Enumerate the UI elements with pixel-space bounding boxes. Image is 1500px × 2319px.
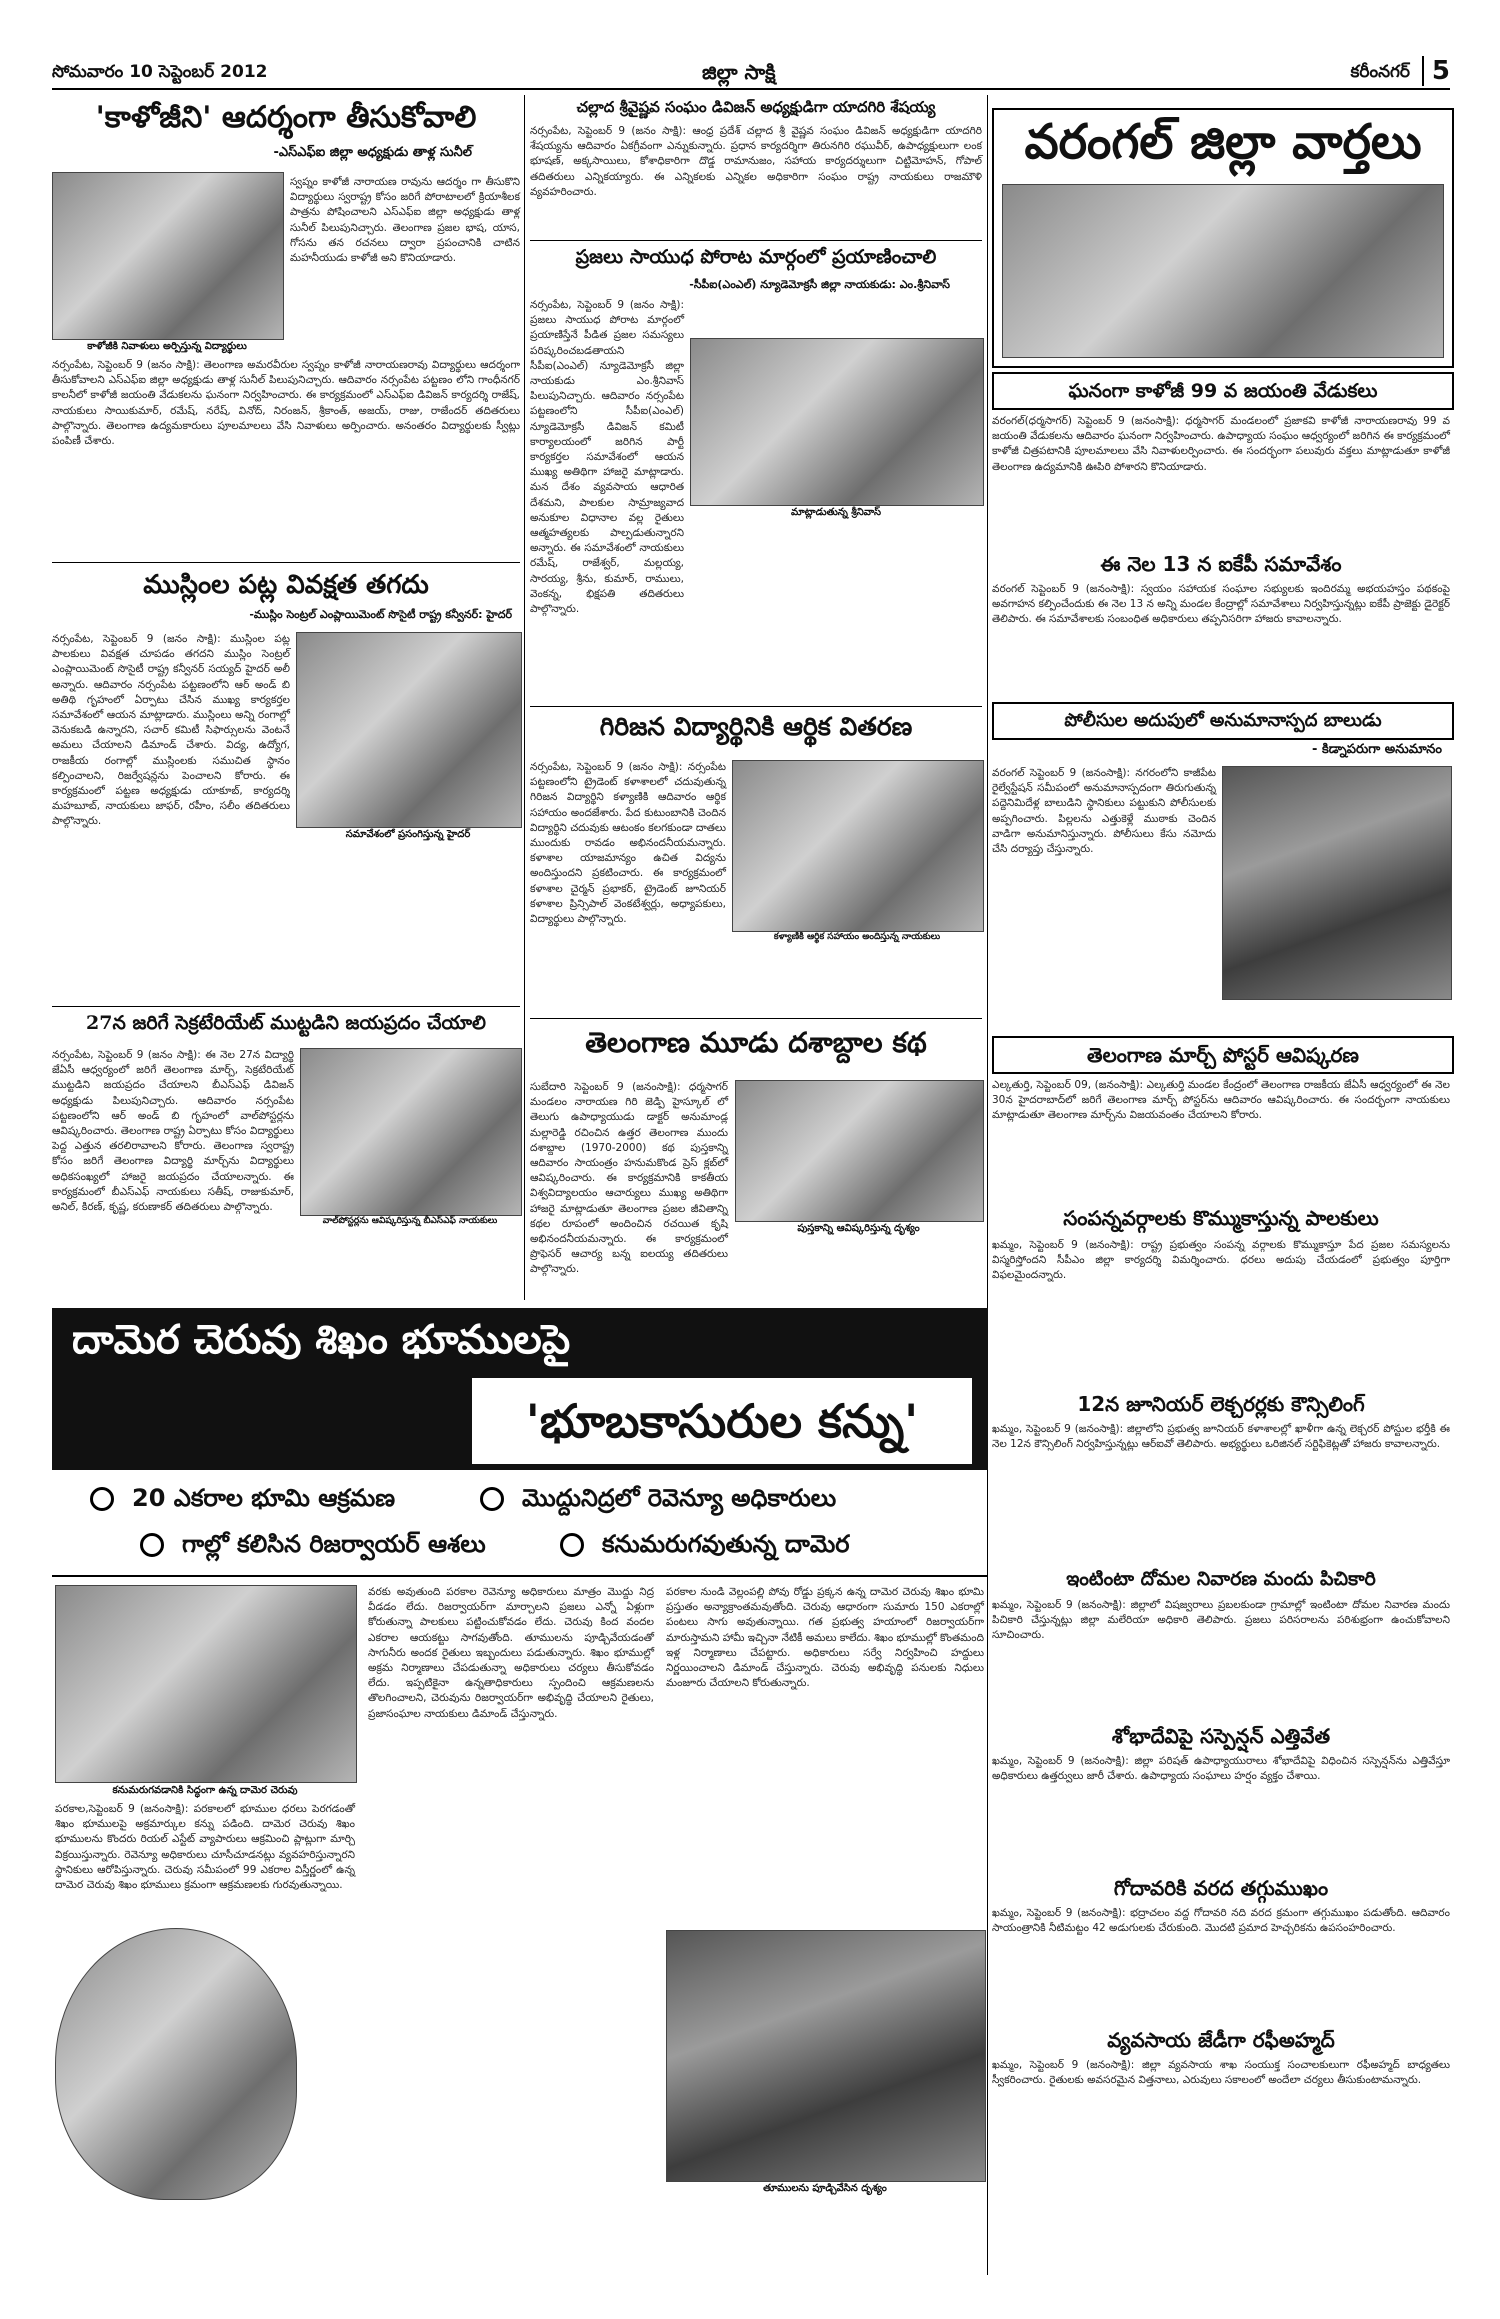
section-title-warangal: వరంగల్ జిల్లా వార్తలు (1024, 114, 1422, 170)
article-agri-jd: ఖమ్మం, సెప్టెంబర్ 9 (జనంసాక్షి): జిల్లా వ్యవసాయ శాఖ సంయుక్త సంచాలకులుగా రఫీఅహ్మద్ బాధ్యతలు స్వీకరించారు. రైతులకు అవసరమైన విత్తనాలు, ఎరువులు సకాలంలో అందేలా చర్యలు తీసుకుంటామన్నారు. (992, 2059, 1450, 2087)
feature-bullet: గాల్లో కలిసిన రిజర్వాయర్ ఆశలు (140, 1530, 486, 1564)
feature-title-line2: 'భూబకాసురుల కన్ను' (472, 1378, 972, 1464)
article-telangana-story: సుబేదారి సెప్టెంబర్ 9 (జనంసాక్షి): ధర్మసాగర్ మండలం నారాయణ గిరి జెడ్పి హైస్కూల్ లో తెలుగు ఉపాధ్యాయుడు డాక్టర్ అనుమాండ్ల మల్లారెడ్డి రచించిన ఉత్తర తెలంగాణ ముందు దశాబ్దాల (1970-2000) కథ పుస్తకాన్ని ఆదివారం సాయంత్రం హనుమకొండ ప్రెస్ క్లబ్‌లో ఆవిష్కరించారు. ఈ కార్యక్రమానికి కాకతీయ విశ్వవిద్యాలయం ఆచార్యులు ముఖ్య అతిథిగా హాజరై మాట్లాడుతూ తెలంగాణ ప్రజల జీవితాన్ని కథల రూపంలో అందించిన రచయిత కృషి అభినందనీయమన్నారు. ఈ కార్యక్రమంలో ప్రొఫెసర్ ఆచార్య బన్న ఐలయ్య తదితరులు పాల్గొన్నారు. (530, 1081, 728, 1276)
divider (530, 706, 982, 707)
photo-meeting (296, 632, 522, 828)
article-suspicious-boy: వరంగల్ సెప్టెంబర్ 9 (జనంసాక్షి): నగరంలోని కాజీపేట రైల్వేస్టేషన్ సమీపంలో అనుమానాస్పదంగా తిరుగుతున్న పద్దెనిమిదేళ్ల బాలుడిని స్థానికులు పట్టుకుని పోలీసులకు అప్పగించారు. పిల్లలను ఎత్తుకెళ్లే ముఠాకు చెందిన వాడిగా అనుమానిస్తున్నారు. పోలీసులు కేసు నమోదు చేసి దర్యాప్తు చేస్తున్నారు. (992, 767, 1216, 856)
photo-tank-bed (55, 1585, 357, 1783)
subhead-armed-struggle: -సీపీఐ(ఎంఎల్) న్యూడెమోక్రసీ జిల్లా నాయకుడు: ఎం.శ్రీనివాస్ (689, 278, 950, 291)
article-damera-col2: వరకు అవుతుంది పరకాల రెవెన్యూ అధికారులు మాత్రం మొద్దు నిద్ర వీడడం లేదు. రిజర్వాయర్‌గా మార్చాలని ప్రజలు ఎన్నో ఏళ్లుగా కోరుతున్నా పాలకులు పట్టించుకోవడం లేదు. చెరువు కింద వందల ఎకరాల ఆయకట్టు సాగవుతోంది. తూములను పూడ్చివేయడంతో సాగునీరు అందక రైతులు ఇబ్బందులు పడుతున్నారు. శిఖం భూముల్లో అక్రమ నిర్మాణాలు చేపడుతున్నా అధికారులు చర్యలు తీసుకోవడం లేదు. ఇప్పటికైనా ఉన్నతాధికారులు స్పందించి ఆక్రమణలను తొలగించాలని, చెరువును రిజర్వాయర్‌గా అభివృద్ధి చేయాలని రైతులు, ప్రజాసంఘాల నాయకులు డిమాండ్ చేస్తున్నారు. (368, 1586, 654, 1720)
district-news-box (992, 108, 1454, 368)
subhead-muslims: -ముస్లిం సెంట్రల్ ఎంప్లాయిమెంట్ సొసైటీ రాష్ట్ర కన్వీనర్: హైదర్ (249, 608, 512, 621)
feature-bullet: మొద్దునిద్రలో రెవెన్యూ అధికారులు (480, 1484, 836, 1518)
photo-warangal-fort (1002, 184, 1444, 358)
article-kaloji-99: వరంగల్(ధర్మసాగర్) సెప్టెంబర్ 9 (జనంసాక్షి): ధర్మసాగర్ మండలంలో ప్రజాకవి కాళోజీ నారాయణరావు 99 వ జయంతి వేడుకలను ఆదివారం ఘనంగా నిర్వహించారు. ఉపాధ్యాయ సంఘం ఆధ్వర్యంలో జరిగిన ఈ కార్యక్రమంలో కాళోజీ చిత్రపటానికి పూలమాలలు వేసి నివాళులర్పించారు. ఈ సందర్భంగా పలువురు వక్తలు మాట్లాడుతూ కాళోజీ తెలంగాణ ఉద్యమానికి ఊపిరి పోశారని కొనియాడారు. (992, 415, 1450, 473)
photo-financial-aid (732, 760, 984, 932)
headline-mosquito: ఇంటింటా దోమల నివారణ మందు పిచికారి (1066, 1568, 1376, 1590)
caption-tribal-student: కళ్యాణికి ఆర్థిక సహాయం అందిస్తున్న నాయకులు (773, 932, 941, 942)
headline-tribal-student: గిరిజన విద్యార్థినికి ఆర్థిక వితరణ (599, 712, 913, 741)
headline-telangana-march: తెలంగాణ మార్చ్ పోస్టర్ ఆవిష్కరణ (992, 1036, 1454, 1074)
article-damera-col1b (300, 2060, 360, 2170)
divider (52, 1575, 988, 1577)
headline-armed-struggle: ప్రజలు సాయుధ పోరాట మార్గంలో ప్రయాణించాలి (575, 246, 937, 268)
caption-telangana-story: పుస్తకాన్ని ఆవిష్కరిస్తున్న దృశ్యం (797, 1223, 920, 1234)
headline-suspicious-boy: పోలీసుల అదుపులో అనుమానాస్పద బాలుడు (992, 702, 1454, 740)
article-kaloji-part2: నర్సంపేట, సెప్టెంబర్ 9 (జనం సాక్షి): తెలంగాణ అమరవీరుల స్వప్నం కాళోజీ నారాయణరావు విద్యార్థులు ఆదర్శంగా తీసుకోవాలని ఎస్‌ఎఫ్‌ఐ జిల్లా అధ్యక్షుడు తాళ్ల సునీల్ పిలుపునిచ్చారు. ఆదివారం నర్సంపేట పట్టణం లోని గాంధీనగర్ కాలనీలో కాళోజీ జయంతి వేడుకలను ఘనంగా నిర్వహించారు. ఈ కార్యక్రమంలో ఎస్‌ఎఫ్‌ఐ డివిజన్ కార్యదర్శి రాజేష్, నాయకులు సాయికుమార్, రమేష్, నరేష్, వినోద్, నిరంజన్, శ్రీకాంత్, అజయ్, రాజు, రాజేందర్ తదితరులు పాల్గొన్నారు. తెలంగాణ ఉద్యమకారులు పూలమాలలు వేసి నివాళులు అర్పించారు. అనంతరం విద్యార్థులకు స్వీట్లు పంపిణీ చేశారు. (52, 359, 520, 448)
page-header (52, 58, 1450, 90)
caption-tank: కనుమరుగవడానికి సిద్ధంగా ఉన్న దామెర చెరువు (112, 1785, 298, 1796)
headline-muslims: ముస్లింల పట్ల వివక్షత తగదు (143, 570, 429, 600)
page-location: కరీంనగర్ (1350, 62, 1410, 82)
page-number: 5 (1422, 56, 1450, 86)
article-telangana-march: ఎల్కతుర్తి, సెప్టెంబర్ 09, (జనంసాక్షి): ఎల్కతుర్తి మండల కేంద్రంలో తెలంగాణ రాజకీయ జేఏసీ ఆధ్వర్యంలో ఈ నెల 30న హైదరాబాద్‌లో జరిగే తెలంగాణ మార్చ్ పోస్టర్‌ను ఆదివారం ఆవిష్కరించారు. ఈ సందర్భంగా నాయకులు మాట్లాడుతూ తెలంగాణ మార్చ్‌ను విజయవంతం చేయాలని కోరారు. (992, 1079, 1450, 1122)
article-vaishnava: నర్సంపేట, సెప్టెంబర్ 9 (జనం సాక్షి): ఆంధ్ర ప్రదేశ్ చల్లాద శ్రీ వైష్ణవ సంఘం డివిజన్ అధ్యక్షుడిగా యాదగిరి శేషయ్యను ఆదివారం ఏకగ్రీవంగా ఎన్నుకున్నారు. ప్రధాన కార్యదర్శిగా తిరునగిరి రఘువీర్, ఉపాధ్యక్షులుగా లంక భూషణ్, అక్కసాయిలు, కోశాధికారిగా దొడ్డ రామానుజం, సహాయ కార్యదర్శులుగా చిట్టిమోహన్, గోపాల్ తదితరులు ఎన్నికయ్యారు. ఈ ఎన్నికలకు ఎన్నికల అధికారిగా సంఘం రాష్ట్ర నాయకులు రాజమౌళి వ్యవహరించారు. (530, 125, 982, 198)
article-muslims: నర్సంపేట, సెప్టెంబర్ 9 (జనం సాక్షి): ముస్లింల పట్ల పాలకులు వివక్షత చూపడం తగదని ముస్లిం సెంట్రల్ ఎంప్లాయిమెంట్ సొసైటీ రాష్ట్ర కన్వీనర్ సయ్యద్ హైదర్ అలీ అన్నారు. ఆదివారం నర్సంపేట పట్టణంలోని ఆర్ అండ్ బి అతిథి గృహంలో ఏర్పాటు చేసిన ముఖ్య కార్యకర్తల సమావేశంలో ఆయన మాట్లాడారు. ముస్లింలు అన్ని రంగాల్లో వెనుకబడి ఉన్నారని, సచార్ కమిటీ సిఫార్సులను వెంటనే అమలు చేయాలని డిమాండ్ చేశారు. విద్య, ఉద్యోగ, రాజకీయ రంగాల్లో ముస్లింలకు సముచిత స్థానం కల్పించాలని, రిజర్వేషన్లను పెంచాలని కోరారు. ఈ కార్యక్రమంలో పట్టణ అధ్యక్షుడు యాకూబ్, కార్యదర్శి మహబూబ్, నాయకులు జాఫర్, రహీం, సలీం తదితరులు పాల్గొన్నారు. (52, 633, 290, 828)
headline-secretariat: 27న జరిగే సెక్రటేరియేట్ ముట్టడిని జయప్రదం చేయాలి (86, 1012, 486, 1034)
article-ikp: వరంగల్ సెప్టెంబర్ 9 (జనంసాక్షి): స్వయం సహాయక సంఘాల సభ్యులకు ఇందిరమ్మ అభయహస్తం పథకంపై అవగాహన కల్పించేందుకు ఈ నెల 13 న అన్ని మండల కేంద్రాల్లో సమావేశాలు నిర్వహిస్తున్నట్లు ఐకేపీ ప్రాజెక్టు డైరెక్టర్ తెలిపారు. ఈ సమావేశాలకు సంబంధిత అధికారులు తప్పనిసరిగా హాజరు కావాలన్నారు. (992, 583, 1450, 626)
headline-godavari: గోదావరికి వరద తగ్గుముఖం (1113, 1876, 1329, 1900)
headline-kaloji-99: ఘనంగా కాళోజీ 99 వ జయంతి వేడుకలు (992, 372, 1454, 410)
page-date: సోమవారం 10 సెప్టెంబర్ 2012 (52, 62, 268, 82)
masthead-logo: జిల్లా సాక్షి (702, 60, 776, 84)
feature-bullet: కనుమరుగవుతున్న దామెర (560, 1530, 849, 1564)
column-divider (987, 95, 988, 2275)
photo-students-tribute (52, 172, 284, 340)
headline-rulers: సంపన్నవర్గాలకు కొమ్ముకాస్తున్న పాలకులు (1063, 1206, 1379, 1230)
headline-suspension: శోభాదేవిపై సస్పెన్షన్ ఎత్తివేత (1111, 1724, 1331, 1748)
article-tribal-student: నర్సంపేట, సెప్టెంబర్ 9 (జనం సాక్షి): నర్సంపేట పట్టణంలోని ట్రైడెంట్ కళాశాలలో చదువుతున్న గిరిజన విద్యార్థిని కళ్యాణికి ఆదివారం ఆర్థిక సహాయం అందజేశారు. పేద కుటుంబానికి చెందిన విద్యార్థిని చదువుకు ఆటంకం కలగకుండా దాతలు ముందుకు రావడం అభినందనీయమన్నారు. కళాశాల యాజమాన్యం ఉచిత విద్యను అందిస్తుందని ప్రకటించారు. ఈ కార్యక్రమంలో కళాశాల చైర్మన్ ప్రభాకర్, ట్రైడెంట్ జూనియర్ కళాశాల ప్రిన్సిపాల్ వెంకటేశ్వర్లు, అధ్యాపకులు, విద్యార్థులు పాల్గొన్నారు. (530, 761, 726, 926)
headline-vaishnava: చల్లాద శ్రీవైష్ణవ సంఘం డివిజన్ అధ్యక్షుడిగా యాదగిరి శేషయ్య (576, 98, 936, 116)
article-rulers: ఖమ్మం, సెప్టెంబర్ 9 (జనంసాక్షి): రాష్ట్ర ప్రభుత్వం సంపన్న వర్గాలకు కొమ్ముకాస్తూ పేద ప్రజల సమస్యలను విస్మరిస్తోందని సీపీఎం జిల్లా కార్యదర్శి విమర్శించారు. ధరలు అదుపు చేయడంలో ప్రభుత్వం పూర్తిగా విఫలమైందన్నారు. (992, 1239, 1450, 1282)
article-damera-col1: పరకాల,సెప్టెంబర్ 9 (జనంసాక్షి): పరకాలలో భూముల ధరలు పెరగడంతో శిఖం భూములపై అక్రమార్కుల కన్ను పడింది. దామెర చెరువు శిఖం భూములను కొందరు రియల్ ఎస్టేట్ వ్యాపారులు ఆక్రమించి ప్లాట్లుగా మార్చి విక్రయిస్తున్నారు. రెవెన్యూ అధికారులు చూసీచూడనట్లు వ్యవహరిస్తున్నారని స్థానికులు ఆరోపిస్తున్నారు. చెరువు సమీపంలో 99 ఎకరాల విస్తీర్ణంలో ఉన్న దామెర చెరువు శిఖం భూములు క్రమంగా ఆక్రమణలకు గురవుతున్నాయి. (55, 1803, 355, 1892)
subhead-kaloji: -ఎస్‌ఎఫ్‌ఐ జిల్లా అధ్యక్షుడు తాళ్ల సునీల్ (273, 145, 472, 160)
feature-title-line1: దామెర చెరువు శిఖం భూములపై (72, 1316, 571, 1363)
feature-bullet: 20 ఎకరాల భూమి ఆక్రమణ (90, 1484, 395, 1518)
divider (530, 1018, 982, 1019)
headline-lecturers: 12న జూనియర్ లెక్చరర్లకు కౌన్సిలింగ్ (1077, 1392, 1365, 1416)
headline-ikp: ఈ నెల 13 న ఐకేపీ సమావేశం (1100, 552, 1342, 576)
caption-secretariat: వాల్‌పోస్టర్లను ఆవిష్కరిస్తున్న బీఎస్‌ఎఫ్ నాయకులు (322, 1216, 498, 1226)
subhead-suspicious-boy: - కిడ్నాపరుగా అనుమానం (1312, 742, 1442, 757)
article-godavari: ఖమ్మం, సెప్టెంబర్ 9 (జనంసాక్షి): భద్రాచలం వద్ద గోదావరి నది వరద క్రమంగా తగ్గుముఖం పడుతోంది. ఆదివారం సాయంత్రానికి నీటిమట్టం 42 అడుగులకు చేరుకుంది. మొదటి ప్రమాద హెచ్చరికను ఉపసంహరించారు. (992, 1907, 1450, 1935)
article-kaloji-part1: స్వప్నం కాళోజీ నారాయణ రావును ఆదర్శం గా తీసుకొని విద్యార్థులు స్వరాష్ట్ర కోసం జరిగే పోరాటాలలో క్రియాశీలక పాత్రను పోషించాలని ఎస్‌ఎఫ్‌ఐ జిల్లా అధ్యక్షుడు తాళ్ల సునీల్ పిలుపునిచ్చారు. తెలంగాణ ప్రజల భాష, యాస, గోసను తన రచనలు ద్వారా ప్రపంచానికి చాటిన మహనీయుడు కాళోజీ అని కొనియాడారు. (290, 176, 520, 265)
headline-kaloji: 'కాళోజీని' ఆదర్శంగా తీసుకోవాలి (95, 100, 477, 135)
caption-muslims: సమావేశంలో ప్రసంగిస్తున్న హైదర్ (345, 829, 471, 840)
article-secretariat: నర్సంపేట, సెప్టెంబర్ 9 (జనం సాక్షి): ఈ నెల 27న విద్యార్థి జేఏసీ ఆధ్వర్యంలో జరిగే తెలంగాణ మార్చ్, సెక్రటేరియేట్ ముట్టడిని జయప్రదం చేయాలని బీఎస్‌ఎఫ్ డివిజన్ అధ్యక్షుడు పిలుపునిచ్చారు. ఆదివారం నర్సంపేట పట్టణంలోని ఆర్ అండ్ బి గృహంలో వాల్‌పోస్టర్లను ఆవిష్కరించారు. తెలంగాణ రాష్ట్ర ఏర్పాటు కోసం విద్యార్థులు పెద్ద ఎత్తున తరలిరావాలని కోరారు. తెలంగాణ స్వరాష్ట్ర కోసం జరిగే తెలంగాణ విద్యార్థి మార్చ్‌ను విద్యార్థులు అధికసంఖ్యలో హాజరై జయప్రదం చేయాలన్నారు. ఈ కార్యక్రమంలో బీఎస్‌ఎఫ్ నాయకులు సతీష్, రాజుకుమార్, అనిల్, కిరణ్, కృష్ణ, కరుణాకర్ తదితరులు పాల్గొన్నారు. (52, 1049, 294, 1214)
headline-telangana-story: తెలంగాణ మూడు దశాబ్దాల కథ (585, 1026, 927, 1059)
photo-book-release (735, 1080, 984, 1222)
article-damera-col3: పరకాల నుండి వెల్లంపల్లి పోవు రోడ్డు ప్రక్కన ఉన్న దామెర చెరువు శిఖం భూమి ప్రస్తుతం అన్యాక్రాంతమవుతోంది. చెరువు ఆధారంగా సుమారు 150 ఎకరాల్లో పంటలు సాగు అవుతున్నాయి. గత ప్రభుత్వ హయాంలో రిజర్వాయర్‌గా మారుస్తామని హామీ ఇచ్చినా నేటికీ అమలు కాలేదు. శిఖం భూముల్లో కొంతమంది ఇళ్ల నిర్మాణాలు చేపట్టారు. అధికారులు సర్వే నిర్వహించి హద్దులు నిర్ణయించాలని డిమాండ్ చేస్తున్నారు. చెరువు అభివృద్ధి పనులకు నిధులు మంజూరు చేయాలని కోరుతున్నారు. (666, 1586, 984, 1690)
photo-party-meeting (690, 338, 984, 506)
column-divider (524, 95, 525, 1300)
caption-armed-struggle: మాట్లాడుతున్న శ్రీనివాస్ (790, 507, 881, 518)
photo-wallposter (300, 1048, 522, 1216)
article-lecturers: ఖమ్మం, సెప్టెంబర్ 9 (జనంసాక్షి): జిల్లాలోని ప్రభుత్వ జూనియర్ కళాశాలల్లో ఖాళీగా ఉన్న లెక్చరర్ పోస్టుల భర్తీకి ఈ నెల 12న కౌన్సిలింగ్ నిర్వహిస్తున్నట్లు ఆర్‌ఐవో తెలిపారు. అభ్యర్థులు ఒరిజినల్ సర్టిఫికెట్లతో హాజరు కావాలన్నారు. (992, 1423, 1450, 1451)
divider (530, 240, 982, 241)
photo-boy-crowd (1222, 766, 1452, 1000)
photo-tank-aerial (55, 1928, 297, 2200)
caption-sluice: తూములను పూడ్చివేసిన దృశ్యం (763, 2183, 887, 2194)
divider (52, 562, 520, 563)
article-armed-struggle-part1: నర్సంపేట, సెప్టెంబర్ 9 (జనం సాక్షి): ప్రజలు సాయుధ పోరాట మార్గంలో ప్రయాణిస్తేనే పీడిత ప్రజల సమస్యలు పరిష్కరించబడతాయని సీపీఐ(ఎంఎల్) న్యూడెమోక్రసీ జిల్లా నాయకుడు ఎం.శ్రీనివాస్ పిలుపునిచ్చారు. ఆదివారం నర్సంపేట పట్టణంలోని సీపీఐ(ఎంఎల్) న్యూడెమోక్రసీ డివిజన్ కమిటీ కార్యాలయంలో జరిగిన పార్టీ కార్యకర్తల సమావేశంలో ఆయన ముఖ్య అతిథిగా హాజరై మాట్లాడారు. మన దేశం వ్యవసాయ ఆధారిత దేశమని, పాలకుల సామ్రాజ్యవాద అనుకూల విధానాల వల్ల రైతులు ఆత్మహత్యలకు పాల్పడుతున్నారని అన్నారు. ఈ సమావేశంలో నాయకులు రమేష్, రాజేశ్వర్, మల్లయ్య, సారయ్య, శ్రీను, కుమార్, రాములు, వెంకన్న, భిక్షపతి తదితరులు పాల్గొన్నారు. (530, 299, 684, 616)
feature-banner (52, 1308, 988, 1470)
caption-kaloji: కాళోజీకి నివాళులు అర్పిస్తున్న విద్యార్థులు (87, 341, 247, 352)
headline-agri-jd: వ్యవసాయ జేడీగా రఫీఅహ్మద్ (1107, 2028, 1335, 2052)
article-mosquito: ఖమ్మం, సెప్టెంబర్ 9 (జనంసాక్షి): జిల్లాలో విషజ్వరాలు ప్రబలకుండా గ్రామాల్లో ఇంటింటా దోమల నివారణ మందు పిచికారి చేస్తున్నట్లు జిల్లా మలేరియా అధికారి తెలిపారు. ప్రజలు పరిసరాలను పరిశుభ్రంగా ఉంచుకోవాలని సూచించారు. (992, 1599, 1450, 1642)
photo-sluice (666, 1930, 986, 2182)
article-suspension: ఖమ్మం, సెప్టెంబర్ 9 (జనంసాక్షి): జిల్లా పరిషత్ ఉపాధ్యాయురాలు శోభాదేవిపై విధించిన సస్పెన్షన్‌ను ఎత్తివేస్తూ అధికారులు ఉత్తర్వులు జారీ చేశారు. ఉపాధ్యాయ సంఘాలు హర్షం వ్యక్తం చేశాయి. (992, 1755, 1450, 1783)
divider (52, 1006, 520, 1007)
